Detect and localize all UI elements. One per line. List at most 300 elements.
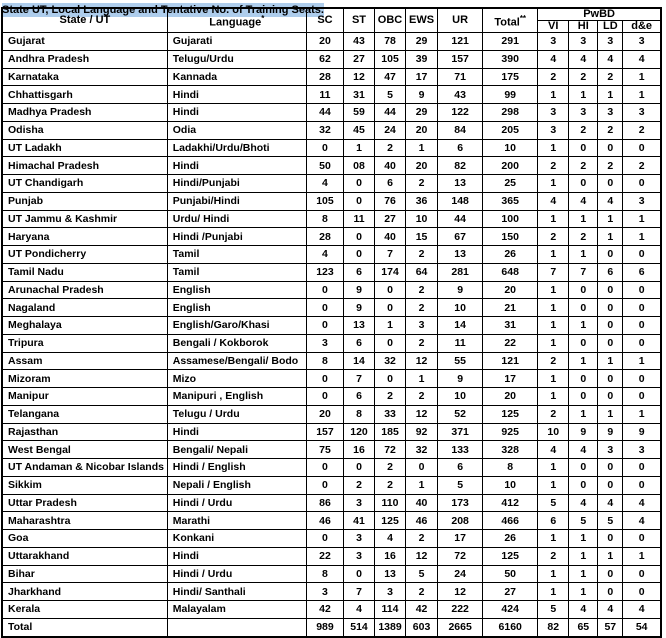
pwbd-vi-value-cell: 5 xyxy=(538,494,569,512)
pwbd-de-value-cell: 1 xyxy=(623,210,661,228)
pwbd-hi-value-cell: 0 xyxy=(569,281,598,299)
st-value-cell: 43 xyxy=(343,33,374,51)
language-cell: Hindi/ Santhali xyxy=(167,583,306,601)
table-row xyxy=(2,547,661,565)
pwbd-vi-value-cell: 1 xyxy=(538,565,569,583)
pwbd-ld-value-cell: 2 xyxy=(598,157,623,175)
pwbd-hi-value-cell: 1 xyxy=(569,565,598,583)
table-row xyxy=(2,68,661,86)
ur-value-cell: 24 xyxy=(438,565,483,583)
pwbd-ld-value-cell: 4 xyxy=(598,601,623,619)
pwbd-ld-value-cell: 3 xyxy=(598,441,623,459)
ews-value-cell: 39 xyxy=(406,50,438,68)
pwbd-hi-value-cell: 4 xyxy=(569,494,598,512)
pwbd-de-value-cell: 3 xyxy=(623,441,661,459)
pwbd-vi-value-cell: 1 xyxy=(538,281,569,299)
pwbd-de-value-cell: 6 xyxy=(623,263,661,281)
total-value-cell: 21 xyxy=(483,299,538,317)
header-total-label: Total xyxy=(494,16,520,29)
ur-value-cell: 6 xyxy=(438,139,483,157)
sc-value-cell: 42 xyxy=(306,601,343,619)
ews-value-cell: 36 xyxy=(406,192,438,210)
pwbd-vi-value-cell: 10 xyxy=(538,423,569,441)
state-cell: Assam xyxy=(2,352,167,370)
pwbd-vi-value-cell: 82 xyxy=(538,618,569,636)
sc-value-cell: 0 xyxy=(306,281,343,299)
state-cell: Bihar xyxy=(2,565,167,583)
table-row xyxy=(2,441,661,459)
total-value-cell: 99 xyxy=(483,86,538,104)
st-value-cell: 3 xyxy=(343,530,374,548)
pwbd-ld-value-cell: 6 xyxy=(598,263,623,281)
pwbd-de-value-cell: 1 xyxy=(623,228,661,246)
pwbd-de-value-cell: 0 xyxy=(623,530,661,548)
pwbd-de-value-cell: 0 xyxy=(623,370,661,388)
pwbd-vi-value-cell: 2 xyxy=(538,352,569,370)
state-cell: Nagaland xyxy=(2,299,167,317)
language-cell: Tamil xyxy=(167,246,306,264)
state-cell: Chhattisgarh xyxy=(2,86,167,104)
state-cell: Sikkim xyxy=(2,476,167,494)
state-cell: Tripura xyxy=(2,334,167,352)
language-cell: Malayalam xyxy=(167,601,306,619)
total-value-cell: 26 xyxy=(483,246,538,264)
header-pwbd-ld: LD xyxy=(598,21,623,33)
obc-value-cell: 2 xyxy=(375,459,406,477)
pwbd-hi-value-cell: 9 xyxy=(569,423,598,441)
sc-value-cell: 3 xyxy=(306,334,343,352)
total-value-cell: 17 xyxy=(483,370,538,388)
language-cell: Hindi / Urdu xyxy=(167,494,306,512)
obc-value-cell: 33 xyxy=(375,405,406,423)
total-value-cell: 150 xyxy=(483,228,538,246)
pwbd-vi-value-cell: 1 xyxy=(538,388,569,406)
ur-value-cell: 82 xyxy=(438,157,483,175)
table-row xyxy=(2,50,661,68)
table-row xyxy=(2,476,661,494)
st-value-cell: 120 xyxy=(343,423,374,441)
obc-value-cell: 72 xyxy=(375,441,406,459)
pwbd-ld-value-cell: 0 xyxy=(598,530,623,548)
ur-value-cell: 13 xyxy=(438,175,483,193)
ews-value-cell: 9 xyxy=(406,86,438,104)
language-cell: English xyxy=(167,299,306,317)
pwbd-hi-value-cell: 2 xyxy=(569,121,598,139)
ews-value-cell: 3 xyxy=(406,317,438,335)
ews-value-cell: 12 xyxy=(406,352,438,370)
pwbd-de-value-cell: 0 xyxy=(623,583,661,601)
pwbd-hi-value-cell: 0 xyxy=(569,139,598,157)
sc-value-cell: 3 xyxy=(306,583,343,601)
st-value-cell: 514 xyxy=(343,618,374,636)
pwbd-hi-value-cell: 1 xyxy=(569,317,598,335)
language-cell: Hindi / English xyxy=(167,459,306,477)
pwbd-hi-value-cell: 1 xyxy=(569,352,598,370)
total-value-cell: 390 xyxy=(483,50,538,68)
sc-value-cell: 28 xyxy=(306,228,343,246)
language-cell: Kannada xyxy=(167,68,306,86)
total-value-cell: 8 xyxy=(483,459,538,477)
pwbd-de-value-cell: 0 xyxy=(623,246,661,264)
table-header xyxy=(2,8,661,33)
pwbd-vi-value-cell: 1 xyxy=(538,530,569,548)
sc-value-cell: 0 xyxy=(306,139,343,157)
ews-value-cell: 5 xyxy=(406,565,438,583)
sc-value-cell: 0 xyxy=(306,459,343,477)
st-value-cell: 12 xyxy=(343,68,374,86)
total-value-cell: 175 xyxy=(483,68,538,86)
language-cell: Assamese/Bengali/ Bodo xyxy=(167,352,306,370)
state-cell: Karnataka xyxy=(2,68,167,86)
ews-value-cell: 2 xyxy=(406,175,438,193)
pwbd-hi-value-cell: 4 xyxy=(569,50,598,68)
language-cell: Hindi/Punjabi xyxy=(167,175,306,193)
state-cell: Meghalaya xyxy=(2,317,167,335)
pwbd-ld-value-cell: 0 xyxy=(598,565,623,583)
obc-value-cell: 0 xyxy=(375,281,406,299)
header-state: State / UT xyxy=(2,8,167,33)
total-value-cell: 20 xyxy=(483,281,538,299)
pwbd-vi-value-cell: 1 xyxy=(538,299,569,317)
pwbd-vi-value-cell: 3 xyxy=(538,33,569,51)
st-value-cell: 59 xyxy=(343,104,374,122)
sc-value-cell: 28 xyxy=(306,68,343,86)
pwbd-hi-value-cell: 1 xyxy=(569,405,598,423)
language-cell: Hindi xyxy=(167,86,306,104)
language-cell: Konkani xyxy=(167,530,306,548)
ur-value-cell: 281 xyxy=(438,263,483,281)
language-cell: English/Garo/Khasi xyxy=(167,317,306,335)
obc-value-cell: 0 xyxy=(375,334,406,352)
pwbd-ld-value-cell: 2 xyxy=(598,121,623,139)
sc-value-cell: 32 xyxy=(306,121,343,139)
pwbd-vi-value-cell: 1 xyxy=(538,246,569,264)
language-cell: Telugu/Urdu xyxy=(167,50,306,68)
table-row xyxy=(2,317,661,335)
pwbd-hi-value-cell: 0 xyxy=(569,370,598,388)
obc-value-cell: 6 xyxy=(375,175,406,193)
ur-value-cell: 9 xyxy=(438,281,483,299)
pwbd-hi-value-cell: 3 xyxy=(569,104,598,122)
state-cell: Arunachal Pradesh xyxy=(2,281,167,299)
header-language xyxy=(167,8,306,33)
pwbd-hi-value-cell: 5 xyxy=(569,512,598,530)
st-value-cell: 0 xyxy=(343,565,374,583)
state-cell: Madhya Pradesh xyxy=(2,104,167,122)
sc-value-cell: 50 xyxy=(306,157,343,175)
pwbd-hi-value-cell: 2 xyxy=(569,228,598,246)
obc-value-cell: 2 xyxy=(375,476,406,494)
st-value-cell: 1 xyxy=(343,139,374,157)
table-row xyxy=(2,263,661,281)
table-row xyxy=(2,565,661,583)
state-cell: West Bengal xyxy=(2,441,167,459)
obc-value-cell: 44 xyxy=(375,104,406,122)
pwbd-hi-value-cell: 1 xyxy=(569,547,598,565)
state-cell: Gujarat xyxy=(2,33,167,51)
sc-value-cell: 20 xyxy=(306,405,343,423)
ur-value-cell: 67 xyxy=(438,228,483,246)
pwbd-de-value-cell: 9 xyxy=(623,423,661,441)
pwbd-ld-value-cell: 1 xyxy=(598,405,623,423)
ur-value-cell: 12 xyxy=(438,583,483,601)
pwbd-ld-value-cell: 0 xyxy=(598,317,623,335)
pwbd-hi-value-cell: 2 xyxy=(569,68,598,86)
pwbd-vi-value-cell: 2 xyxy=(538,68,569,86)
st-value-cell: 6 xyxy=(343,334,374,352)
state-cell: UT Pondicherry xyxy=(2,246,167,264)
pwbd-vi-value-cell: 2 xyxy=(538,228,569,246)
language-cell: Telugu / Urdu xyxy=(167,405,306,423)
ews-value-cell: 2 xyxy=(406,583,438,601)
obc-value-cell: 1 xyxy=(375,317,406,335)
pwbd-vi-value-cell: 1 xyxy=(538,139,569,157)
table-row xyxy=(2,352,661,370)
language-cell: Punjabi/Hindi xyxy=(167,192,306,210)
total-row xyxy=(2,618,661,636)
table-row xyxy=(2,530,661,548)
state-cell: Odisha xyxy=(2,121,167,139)
pwbd-vi-value-cell: 7 xyxy=(538,263,569,281)
ews-value-cell: 17 xyxy=(406,68,438,86)
language-cell: Ladakhi/Urdu/Bhoti xyxy=(167,139,306,157)
sc-value-cell: 0 xyxy=(306,388,343,406)
pwbd-de-value-cell: 0 xyxy=(623,459,661,477)
total-value-cell: 291 xyxy=(483,33,538,51)
state-cell: Himachal Pradesh xyxy=(2,157,167,175)
st-value-cell: 11 xyxy=(343,210,374,228)
obc-value-cell: 76 xyxy=(375,192,406,210)
st-value-cell: 7 xyxy=(343,370,374,388)
header-pwbd-de: d&e xyxy=(623,21,661,33)
language-cell: Hindi xyxy=(167,104,306,122)
state-cell: Andhra Pradesh xyxy=(2,50,167,68)
obc-value-cell: 47 xyxy=(375,68,406,86)
pwbd-hi-value-cell: 0 xyxy=(569,459,598,477)
pwbd-de-value-cell: 0 xyxy=(623,299,661,317)
obc-value-cell: 16 xyxy=(375,547,406,565)
st-value-cell: 13 xyxy=(343,317,374,335)
pwbd-vi-value-cell: 3 xyxy=(538,104,569,122)
pwbd-ld-value-cell: 9 xyxy=(598,423,623,441)
pwbd-ld-value-cell: 1 xyxy=(598,86,623,104)
total-value-cell: 466 xyxy=(483,512,538,530)
language-cell: Hindi xyxy=(167,423,306,441)
ews-value-cell: 29 xyxy=(406,33,438,51)
st-value-cell: 08 xyxy=(343,157,374,175)
language-cell: Odia xyxy=(167,121,306,139)
pwbd-vi-value-cell: 1 xyxy=(538,334,569,352)
pwbd-de-value-cell: 3 xyxy=(623,33,661,51)
state-cell: Punjab xyxy=(2,192,167,210)
pwbd-hi-value-cell: 1 xyxy=(569,583,598,601)
header-ews: EWS xyxy=(406,8,438,33)
pwbd-vi-value-cell: 1 xyxy=(538,210,569,228)
ur-value-cell: 44 xyxy=(438,210,483,228)
pwbd-de-value-cell: 3 xyxy=(623,104,661,122)
pwbd-ld-value-cell: 0 xyxy=(598,476,623,494)
st-value-cell: 31 xyxy=(343,86,374,104)
pwbd-ld-value-cell: 3 xyxy=(598,104,623,122)
st-value-cell: 0 xyxy=(343,192,374,210)
pwbd-hi-value-cell: 4 xyxy=(569,601,598,619)
table-row xyxy=(2,121,661,139)
obc-value-cell: 5 xyxy=(375,86,406,104)
pwbd-de-value-cell: 0 xyxy=(623,139,661,157)
pwbd-hi-value-cell: 1 xyxy=(569,210,598,228)
header-total-note-mark: ** xyxy=(519,13,527,23)
ur-value-cell: 13 xyxy=(438,246,483,264)
ur-value-cell: 121 xyxy=(438,33,483,51)
obc-value-cell: 114 xyxy=(375,601,406,619)
total-value-cell: 125 xyxy=(483,547,538,565)
language-cell: English xyxy=(167,281,306,299)
ur-value-cell: 157 xyxy=(438,50,483,68)
st-value-cell: 6 xyxy=(343,263,374,281)
pwbd-vi-value-cell: 2 xyxy=(538,157,569,175)
state-cell: Goa xyxy=(2,530,167,548)
ur-value-cell: 71 xyxy=(438,68,483,86)
total-value-cell: 365 xyxy=(483,192,538,210)
state-cell: Manipur xyxy=(2,388,167,406)
pwbd-de-value-cell: 0 xyxy=(623,334,661,352)
ews-value-cell: 40 xyxy=(406,494,438,512)
pwbd-vi-value-cell: 3 xyxy=(538,121,569,139)
language-cell: Hindi /Punjabi xyxy=(167,228,306,246)
st-value-cell: 14 xyxy=(343,352,374,370)
sc-value-cell: 989 xyxy=(306,618,343,636)
st-value-cell: 9 xyxy=(343,299,374,317)
ur-value-cell: 9 xyxy=(438,370,483,388)
pwbd-vi-value-cell: 6 xyxy=(538,512,569,530)
language-cell: Tamil xyxy=(167,263,306,281)
table-body xyxy=(2,33,661,637)
table-row xyxy=(2,299,661,317)
st-value-cell: 9 xyxy=(343,281,374,299)
sc-value-cell: 0 xyxy=(306,317,343,335)
ews-value-cell: 0 xyxy=(406,459,438,477)
table-row xyxy=(2,512,661,530)
pwbd-de-value-cell: 0 xyxy=(623,317,661,335)
header-language-label: Language xyxy=(209,16,262,29)
st-value-cell: 0 xyxy=(343,459,374,477)
state-cell: Tamil Nadu xyxy=(2,263,167,281)
total-value-cell: 424 xyxy=(483,601,538,619)
total-value-cell: 121 xyxy=(483,352,538,370)
total-value-cell: 925 xyxy=(483,423,538,441)
ews-value-cell: 20 xyxy=(406,157,438,175)
total-value-cell: 10 xyxy=(483,476,538,494)
pwbd-hi-value-cell: 0 xyxy=(569,388,598,406)
pwbd-hi-value-cell: 0 xyxy=(569,299,598,317)
obc-value-cell: 13 xyxy=(375,565,406,583)
sc-value-cell: 8 xyxy=(306,565,343,583)
st-value-cell: 3 xyxy=(343,494,374,512)
pwbd-ld-value-cell: 2 xyxy=(598,68,623,86)
sc-value-cell: 0 xyxy=(306,299,343,317)
pwbd-hi-value-cell: 1 xyxy=(569,530,598,548)
pwbd-hi-value-cell: 0 xyxy=(569,334,598,352)
table-row xyxy=(2,370,661,388)
ews-value-cell: 10 xyxy=(406,210,438,228)
total-value-cell: 412 xyxy=(483,494,538,512)
total-value-cell: 20 xyxy=(483,388,538,406)
pwbd-vi-value-cell: 1 xyxy=(538,317,569,335)
pwbd-vi-value-cell: 5 xyxy=(538,601,569,619)
header-obc: OBC xyxy=(375,8,406,33)
ur-value-cell: 84 xyxy=(438,121,483,139)
ews-value-cell: 2 xyxy=(406,334,438,352)
sc-value-cell: 8 xyxy=(306,210,343,228)
ews-value-cell: 15 xyxy=(406,228,438,246)
language-cell: Mizo xyxy=(167,370,306,388)
header-row-1 xyxy=(2,8,661,21)
table-row xyxy=(2,494,661,512)
pwbd-ld-value-cell: 4 xyxy=(598,50,623,68)
pwbd-de-value-cell: 4 xyxy=(623,601,661,619)
total-value-cell: 26 xyxy=(483,530,538,548)
ews-value-cell: 42 xyxy=(406,601,438,619)
state-cell: Kerala xyxy=(2,601,167,619)
pwbd-de-value-cell: 0 xyxy=(623,388,661,406)
ur-value-cell: 148 xyxy=(438,192,483,210)
st-value-cell: 6 xyxy=(343,388,374,406)
pwbd-vi-value-cell: 4 xyxy=(538,50,569,68)
pwbd-vi-value-cell: 4 xyxy=(538,441,569,459)
language-cell: Manipuri , English xyxy=(167,388,306,406)
pwbd-hi-value-cell: 2 xyxy=(569,157,598,175)
state-cell: Telangana xyxy=(2,405,167,423)
header-ur: UR xyxy=(438,8,483,33)
total-value-cell: 27 xyxy=(483,583,538,601)
total-value-cell: 10 xyxy=(483,139,538,157)
obc-value-cell: 0 xyxy=(375,299,406,317)
table-row xyxy=(2,246,661,264)
ews-value-cell: 64 xyxy=(406,263,438,281)
sc-value-cell: 105 xyxy=(306,192,343,210)
pwbd-ld-value-cell: 0 xyxy=(598,281,623,299)
ur-value-cell: 222 xyxy=(438,601,483,619)
pwbd-hi-value-cell: 7 xyxy=(569,263,598,281)
pwbd-vi-value-cell: 1 xyxy=(538,459,569,477)
pwbd-ld-value-cell: 0 xyxy=(598,175,623,193)
table-row xyxy=(2,175,661,193)
pwbd-de-value-cell: 0 xyxy=(623,476,661,494)
language-cell: Urdu/ Hindi xyxy=(167,210,306,228)
sc-value-cell: 62 xyxy=(306,50,343,68)
table-row xyxy=(2,601,661,619)
pwbd-vi-value-cell: 1 xyxy=(538,583,569,601)
state-cell: Mizoram xyxy=(2,370,167,388)
pwbd-ld-value-cell: 0 xyxy=(598,388,623,406)
st-value-cell: 45 xyxy=(343,121,374,139)
ur-value-cell: 11 xyxy=(438,334,483,352)
language-cell: Hindi xyxy=(167,547,306,565)
st-value-cell: 2 xyxy=(343,476,374,494)
pwbd-vi-value-cell: 2 xyxy=(538,547,569,565)
pwbd-ld-value-cell: 1 xyxy=(598,352,623,370)
sc-value-cell: 0 xyxy=(306,370,343,388)
ews-value-cell: 1 xyxy=(406,476,438,494)
pwbd-de-value-cell: 2 xyxy=(623,157,661,175)
pwbd-hi-value-cell: 1 xyxy=(569,86,598,104)
pwbd-ld-value-cell: 3 xyxy=(598,33,623,51)
ur-value-cell: 10 xyxy=(438,299,483,317)
pwbd-ld-value-cell: 5 xyxy=(598,512,623,530)
ews-value-cell: 2 xyxy=(406,388,438,406)
pwbd-hi-value-cell: 1 xyxy=(569,246,598,264)
obc-value-cell: 32 xyxy=(375,352,406,370)
